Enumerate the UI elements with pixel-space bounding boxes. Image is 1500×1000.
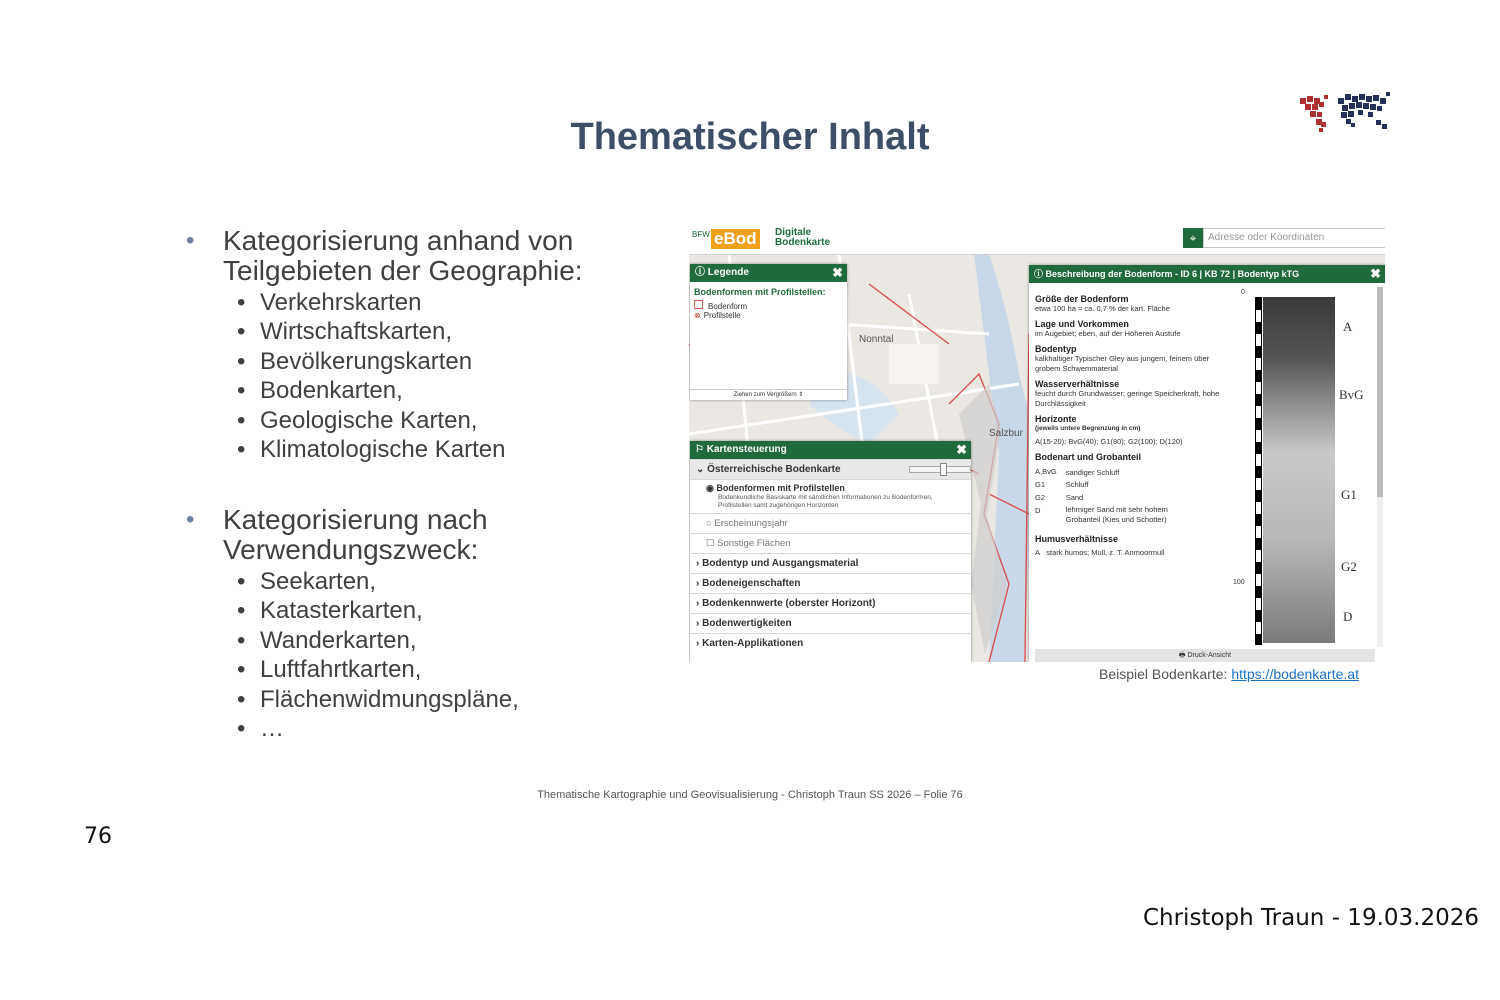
bullet-heading-line: Kategorisierung nach bbox=[223, 504, 488, 535]
list-item: • Verkehrskarten bbox=[237, 289, 422, 316]
list-item: • Bodenkarten, bbox=[237, 377, 403, 405]
close-icon[interactable]: ✖ bbox=[832, 265, 843, 280]
author-date: Christoph Traun - 19.03.2026 bbox=[1142, 905, 1479, 931]
bodenart-table bbox=[1035, 466, 1187, 526]
bullet-heading-2: • Kategorisierung nach Verwendungszweck: bbox=[186, 505, 519, 565]
print-button[interactable]: 🖶 Druck-Ansicht bbox=[1035, 649, 1375, 662]
bullet-heading-line: Verwendungszweck: bbox=[223, 534, 479, 565]
list-item: • Katasterkarten, bbox=[237, 597, 423, 625]
table-row: A,BvG sandiger Schluff bbox=[1035, 467, 1120, 477]
slide-footer: Thematische Kartographie und Geovisualisierung - Christoph Traun SS 2026 – Folie 76 bbox=[537, 789, 963, 801]
kartensteuerung-panel bbox=[690, 441, 971, 662]
world-map-logo bbox=[1298, 90, 1392, 140]
bullet-group-2 bbox=[186, 505, 519, 743]
description-text: Größe der Bodenform etwa 100 ha = ca. 0,7 % der kart. Fläche Lage und Vorkommen im Augebiet; eben, auf der Höheren Austufe Bodentyp kalkhaltiger Typischer Gley aus jungem, feinem über grobem Schwemmaterial Wasserverhältnisse feucht durch Grundwasser; geringe Speicherkraft, hohe Durchlässigkeit Horizonte (jeweils untere Begrenzung in cm) A(15-20); BvG(40); G1(80); G2(100); D(120) Bodenart und Grobanteil A,BvG sandiger Schluff G1 Schluff G2 Sand D lehmiger Sand mit sehr hohem Grobanteil (Kies und Schotter) Humusverhältnisse A stark humos; Mull, z. T. Anmoormull bbox=[1035, 294, 1220, 557]
opacity-slider[interactable] bbox=[909, 466, 971, 473]
kartensteuerung-header: ⚐ Kartensteuerung ✖ bbox=[690, 441, 971, 459]
table-row: G2 Sand bbox=[1035, 493, 1084, 502]
app-topbar bbox=[689, 226, 1385, 255]
legend-item-profilstelle: ⊗ Profilstelle bbox=[694, 311, 741, 320]
sub-list-1 bbox=[186, 288, 583, 464]
list-item: • … bbox=[237, 715, 284, 743]
ebod-logo: eBod bbox=[711, 229, 760, 249]
slide-title: Thematischer Inhalt bbox=[570, 116, 930, 158]
legend-panel bbox=[690, 264, 847, 400]
map-label: Salzbur bbox=[989, 428, 1023, 439]
bullet-heading-line: Kategorisierung anhand von bbox=[223, 225, 574, 256]
group-bodenwertigkeiten[interactable]: › Bodenwertigkeiten bbox=[690, 613, 971, 633]
close-icon[interactable]: ✖ bbox=[956, 442, 967, 457]
option-sonstige-flaechen[interactable]: ☐ Sonstige Flächen bbox=[690, 533, 971, 553]
page-number: 76 bbox=[84, 824, 112, 849]
option-bodenformen[interactable]: ◉ Bodenformen mit Profilstellen Bodenkundliche Basiskarte mit sämtlichen Informationen zu Bodenformen, Profilstellen samt zugehörigen Horizonten bbox=[690, 479, 971, 513]
close-icon[interactable]: ✖ bbox=[1370, 266, 1381, 281]
list-item: • Geologische Karten, bbox=[237, 406, 478, 434]
bullet-heading-line: Teilgebieten der Geographie: bbox=[223, 255, 583, 286]
legend-header: ⓘ Legende ✖ bbox=[690, 264, 847, 282]
resize-handle[interactable]: Ziehen zum Vergrößern ⇕ bbox=[690, 389, 847, 400]
soil-profile-image: 0 100 A BvG G1 G2 D bbox=[1235, 287, 1375, 647]
table-row: G1 Schluff bbox=[1035, 480, 1089, 489]
section-oesterreichische-bodenkarte[interactable]: ⌄ Österreichische Bodenkarte bbox=[690, 459, 971, 479]
legend-item-bodenform: Bodenform bbox=[694, 300, 843, 311]
group-bodenkennwerte[interactable]: › Bodenkennwerte (oberster Horizont) bbox=[690, 593, 971, 613]
group-bodeneigenschaften[interactable]: › Bodeneigenschaften bbox=[690, 573, 971, 593]
sub-list-2 bbox=[186, 567, 519, 743]
group-bodentyp[interactable]: › Bodentyp und Ausgangsmaterial bbox=[690, 553, 971, 573]
scrollbar[interactable] bbox=[1377, 287, 1383, 647]
list-item: • Seekarten, bbox=[237, 568, 377, 595]
description-header: ⓘ Beschreibung der Bodenform - ID 6 | KB 72 | Bodentyp kTG ✖ bbox=[1029, 265, 1385, 283]
bfw-logo: BFW bbox=[692, 230, 710, 239]
description-panel bbox=[1029, 265, 1385, 662]
legend-subtitle: Bodenformen mit Profilstellen: bbox=[694, 287, 826, 297]
table-row: D lehmiger Sand mit sehr hohem Grobanteil (Kies und Schotter) bbox=[1035, 505, 1168, 524]
list-item: • Wanderkarten, bbox=[237, 626, 417, 654]
search-input[interactable]: Adresse oder Koordinaten bbox=[1203, 228, 1385, 248]
list-item: • Wirtschaftskarten, bbox=[237, 318, 453, 346]
list-item: • Luftfahrtkarten, bbox=[237, 656, 422, 684]
option-erscheinungsjahr[interactable]: ○ Erscheinungsjahr bbox=[690, 513, 971, 533]
bullet-heading-1: • Kategorisierung anhand von Teilgebieten der Geographie: bbox=[186, 225, 583, 286]
bodenkarte-screenshot bbox=[689, 226, 1385, 662]
list-item: • Bevölkerungskarten bbox=[237, 347, 473, 375]
map-label: Nonntal bbox=[859, 334, 894, 345]
bullet-group-1 bbox=[186, 226, 583, 464]
bodenkarte-link[interactable]: https://bodenkarte.at bbox=[1231, 666, 1359, 682]
list-item: • Klimatologische Karten bbox=[237, 436, 506, 464]
locate-icon[interactable]: ⌖ bbox=[1183, 228, 1203, 248]
list-item: • Flächenwidmungspläne, bbox=[237, 685, 519, 713]
screenshot-caption: Beispiel Bodenkarte: https://bodenkarte.at bbox=[1099, 666, 1359, 682]
brand-title: Digitale Bodenkarte bbox=[775, 227, 831, 248]
group-karten-applikationen[interactable]: › Karten-Applikationen bbox=[690, 633, 971, 653]
